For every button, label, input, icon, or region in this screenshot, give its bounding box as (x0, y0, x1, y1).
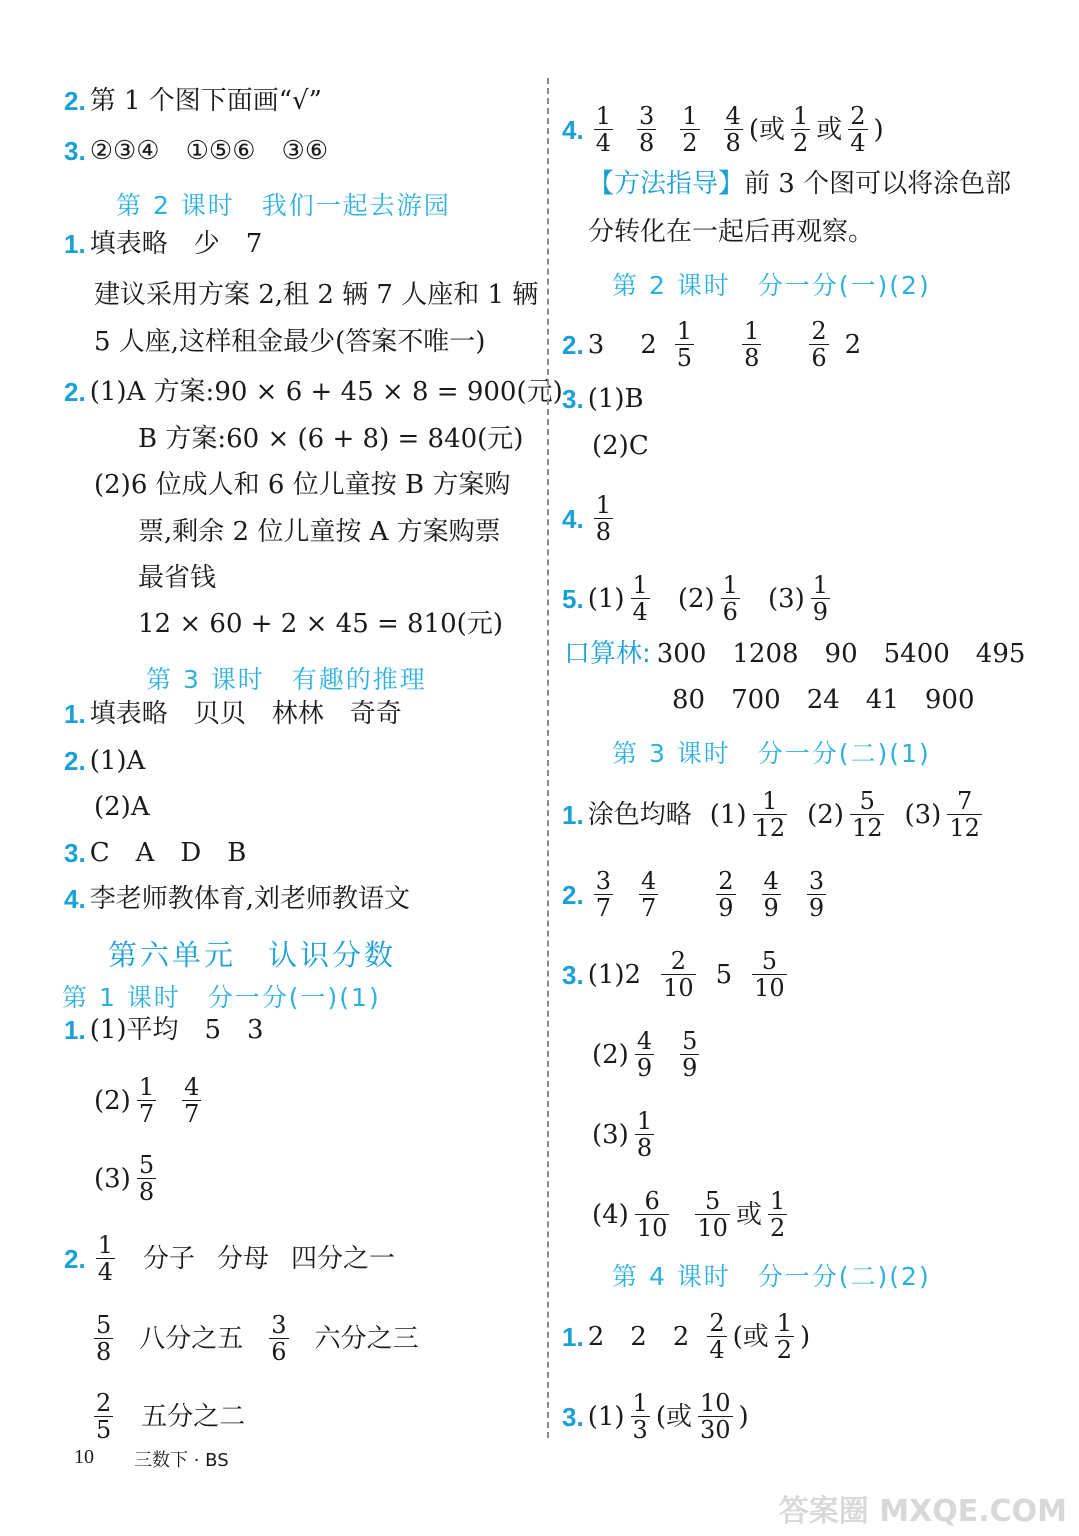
answer-b4 (64, 883, 410, 915)
sub-label: (2) (807, 799, 844, 830)
answer-t3c (592, 1108, 660, 1161)
fraction: $\frac{1}{5}$ (676, 317, 693, 372)
answer-text: ) (800, 1321, 811, 1352)
answer-text: 八分之五 (139, 1323, 244, 1354)
sub-label: (2) (592, 1039, 629, 1070)
lesson-heading: 第 4 课时 分一分(二)(2) (612, 1262, 931, 1291)
oral-calc-row (564, 638, 1025, 670)
method-tip (588, 168, 1011, 200)
sub-label: (1) (587, 583, 625, 614)
lesson-heading: 第 3 课时 有趣的推理 (146, 665, 427, 694)
answer-text: ) (873, 114, 884, 145)
answer-text: 六分之三 (314, 1323, 419, 1354)
fraction: $\frac{2}{4}$ (850, 102, 866, 157)
item-number: 4. (64, 884, 86, 914)
fraction: $\frac{3}{7}$ (595, 867, 611, 922)
answer-c2 (64, 1232, 395, 1285)
fraction: $\frac{2}{4}$ (709, 1309, 725, 1364)
answer-text: 建议采用方案 2,租 2 辆 7 人座和 1 辆 (94, 280, 539, 310)
fraction: $\frac{5}{12}$ (851, 787, 883, 842)
answer-text: (2)A (94, 792, 150, 822)
fraction: $\frac{10}{30}$ (699, 1389, 731, 1444)
fraction: $\frac{5}{8}$ (96, 1311, 112, 1366)
answer-text: (或 (732, 1321, 769, 1352)
oral-calc-label: 口算林: (564, 639, 651, 669)
answer-b3 (64, 837, 246, 869)
answer-t3b (592, 1028, 705, 1081)
fraction: $\frac{3}{8}$ (638, 102, 655, 157)
answer-text: (1)平均 5 3 (89, 1015, 264, 1045)
fraction: $\frac{2}{5}$ (96, 1389, 112, 1444)
answer-s3 (562, 383, 644, 415)
fraction: $\frac{5}{10}$ (754, 947, 785, 1002)
answer-text: 四分之一 (291, 1243, 396, 1274)
book-label: 三数下 · BS (134, 1450, 229, 1471)
item-number: 3. (562, 1401, 584, 1432)
watermark-logo: 答案圈 MXQE.COM (778, 1494, 1067, 1529)
item-number: 1. (64, 229, 86, 259)
item-number: 4. (562, 114, 584, 145)
answer-text: 2 (640, 329, 657, 360)
answer-text: 第 1 个图下面画“√” (89, 86, 322, 116)
item-number: 3. (64, 838, 86, 868)
answer-text: 填表略 贝贝 林林 奇奇 (89, 699, 402, 729)
sub-label: (3) (94, 1163, 131, 1194)
answer-text: (1)A 方案:90 × 6 + 45 × 8 = 900(元) (89, 377, 563, 407)
answer-a1 (64, 228, 262, 260)
answer-text: (1)B (587, 384, 644, 414)
item-number: 3. (562, 959, 584, 990)
unit-heading: 第六单元 认识分数 (108, 938, 397, 972)
answer-text: 12 × 60 + 2 × 45 = 810(元) (138, 609, 503, 639)
answer-l3 (64, 135, 328, 167)
sub-label: (3) (904, 799, 942, 830)
fraction: $\frac{1}{8}$ (595, 491, 611, 546)
answer-c1b (94, 1074, 207, 1127)
answer-text: 涂色均略 (587, 799, 692, 830)
item-number: 2. (562, 879, 584, 910)
answer-text: 5 人座,这样租金最少(答案不唯一) (94, 327, 486, 357)
answer-text: 2 2 2 (587, 1321, 690, 1352)
fraction: $\frac{4}{7}$ (640, 867, 657, 922)
sub-label: (1) (709, 799, 747, 830)
fraction: $\frac{3}{6}$ (271, 1311, 287, 1366)
answer-t2 (562, 868, 832, 921)
answer-text: 分母 (216, 1243, 269, 1274)
sub-label: (3) (592, 1119, 629, 1150)
answer-text: 3 (587, 329, 605, 360)
answer-t1 (562, 788, 988, 841)
answer-text: 李老师教体育,刘老师教语文 (89, 884, 410, 914)
column-divider (547, 78, 549, 1438)
answer-text: 300 1208 90 5400 495 (656, 639, 1026, 669)
tip-text: 前 3 个图可以将涂色部 (744, 169, 1012, 199)
fraction: $\frac{4}{7}$ (184, 1073, 200, 1128)
answer-text: 填表略 少 7 (89, 229, 263, 259)
answer-text: B 方案:60 × (6 + 8) = 840(元) (138, 424, 524, 454)
tip-text: 分转化在一起后再观察。 (588, 217, 875, 247)
answer-text: ②③④ ①⑤⑥ ③⑥ (89, 136, 329, 166)
fraction: $\frac{7}{12}$ (949, 787, 980, 842)
answer-b2 (64, 745, 145, 777)
answer-text: 或 (735, 1199, 762, 1230)
answer-r4 (562, 103, 884, 156)
fraction: $\frac{1}{12}$ (754, 787, 786, 842)
lesson-heading: 第 2 课时 我们一起去游园 (116, 191, 451, 220)
fraction: $\frac{2}{9}$ (718, 867, 734, 922)
answer-text: 5 (715, 959, 733, 990)
answer-text: 最省钱 (138, 563, 217, 593)
fraction: $\frac{4}{9}$ (763, 867, 779, 922)
answer-text: (或 (655, 1401, 692, 1432)
answer-t3d (592, 1188, 793, 1241)
item-number: 1. (64, 1015, 86, 1045)
sub-label: (2) (677, 583, 715, 614)
answer-text: 2 (844, 329, 862, 360)
fraction: $\frac{2}{10}$ (663, 947, 694, 1002)
sub-label: (1) (587, 1401, 625, 1432)
item-number: 3. (562, 384, 584, 414)
fraction: $\frac{6}{10}$ (636, 1187, 668, 1242)
fraction: $\frac{3}{9}$ (808, 867, 825, 922)
fraction: $\frac{1}{2}$ (682, 102, 698, 157)
sub-label: (3) (767, 583, 805, 614)
fraction: $\frac{5}{9}$ (682, 1027, 698, 1082)
answer-l2 (64, 85, 322, 117)
item-number: 2. (64, 746, 86, 776)
item-number: 2. (64, 86, 86, 116)
answer-text: 80 700 24 41 900 (672, 685, 975, 715)
item-number: 2. (64, 1243, 86, 1274)
answer-text: 五分之二 (141, 1401, 246, 1432)
page-number: 10 (74, 1446, 94, 1468)
answer-text: (1)A (89, 746, 146, 776)
lesson-heading: 第 1 课时 分一分(一)(1) (62, 983, 381, 1012)
item-number: 2. (562, 329, 584, 360)
answer-t3 (562, 948, 793, 1001)
fraction: $\frac{1}{2}$ (776, 1309, 793, 1364)
fraction: $\frac{5}{10}$ (697, 1187, 728, 1242)
item-number: 3. (64, 136, 86, 166)
answer-text: C A D B (89, 838, 247, 868)
answer-c1c (94, 1152, 162, 1205)
answer-u1 (562, 1310, 810, 1363)
fraction: $\frac{1}{4}$ (632, 571, 648, 626)
answer-text: (1)2 (587, 959, 642, 990)
fraction: $\frac{1}{7}$ (138, 1073, 155, 1128)
fraction: $\frac{1}{6}$ (722, 571, 738, 626)
tip-label: 【方法指导】 (588, 169, 745, 199)
fraction: $\frac{2}{6}$ (811, 317, 827, 372)
answer-text: 票,剩余 2 位儿童按 A 方案购票 (138, 517, 501, 547)
answer-s5 (562, 572, 836, 625)
fraction: $\frac{5}{8}$ (138, 1151, 155, 1206)
answer-text: (或 (748, 114, 785, 145)
fraction: $\frac{1}{2}$ (792, 102, 809, 157)
fraction: $\frac{4}{9}$ (636, 1027, 653, 1082)
answer-text: 分子 (142, 1243, 195, 1274)
fraction: $\frac{1}{4}$ (97, 1231, 113, 1286)
item-number: 5. (562, 583, 584, 614)
fraction: $\frac{1}{8}$ (636, 1107, 653, 1162)
answer-b1 (64, 698, 402, 730)
lesson-heading: 第 2 课时 分一分(一)(2) (612, 271, 931, 300)
sub-label: (2) (94, 1085, 131, 1116)
fraction: $\frac{4}{8}$ (725, 102, 741, 157)
item-number: 4. (562, 503, 584, 534)
sub-label: (4) (592, 1199, 629, 1230)
answer-a2 (64, 376, 563, 408)
answer-text: (2)6 位成人和 6 位儿童按 B 方案购 (94, 470, 511, 500)
answer-c1 (64, 1014, 264, 1046)
fraction: $\frac{1}{2}$ (769, 1187, 786, 1242)
answer-text: ) (738, 1401, 749, 1432)
answer-c2b (88, 1312, 419, 1365)
answer-text: 或 (816, 114, 843, 145)
answer-s2 (562, 318, 861, 371)
answer-text: (2)C (592, 431, 649, 461)
item-number: 1. (562, 799, 584, 830)
answer-c2c (88, 1390, 245, 1443)
item-number: 2. (64, 377, 86, 407)
fraction: $\frac{1}{9}$ (812, 571, 829, 626)
lesson-heading: 第 3 课时 分一分(二)(1) (612, 739, 931, 768)
fraction: $\frac{1}{4}$ (595, 102, 611, 157)
fraction: $\frac{1}{8}$ (744, 317, 760, 372)
answer-u3 (562, 1390, 749, 1443)
item-number: 1. (562, 1321, 584, 1352)
fraction: $\frac{1}{3}$ (632, 1389, 648, 1444)
item-number: 1. (64, 699, 86, 729)
answer-s4 (562, 492, 619, 545)
